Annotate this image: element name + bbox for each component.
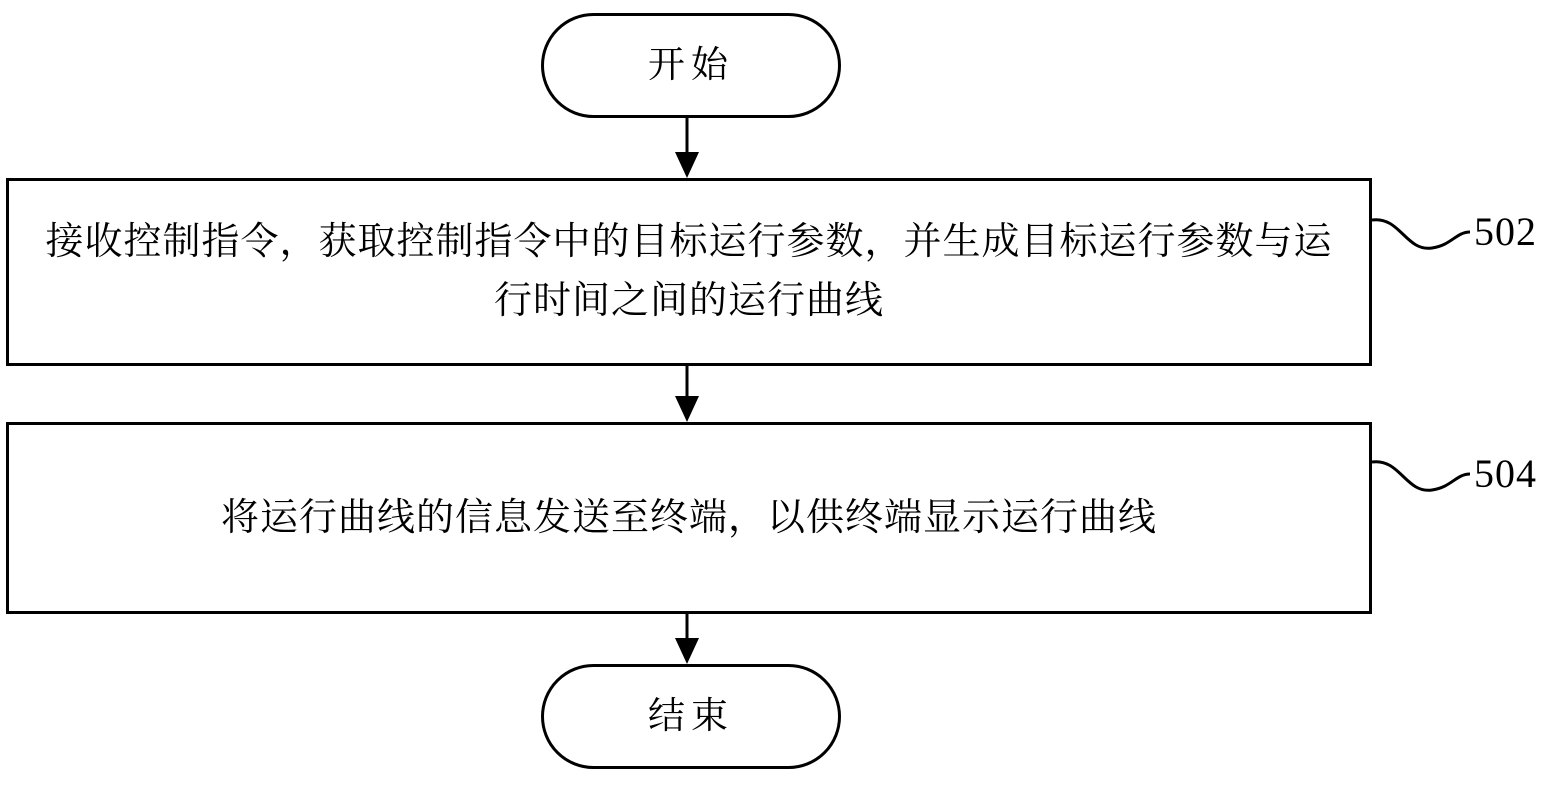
arrowhead-502-to-504	[675, 396, 699, 422]
node-start	[541, 13, 841, 118]
step-tag-502: 502	[1474, 209, 1537, 254]
node-step-504	[6, 422, 1372, 614]
node-step-502-label: 接收控制指令，获取控制指令中的目标运行参数，并生成目标运行参数与运行时间之间的运行曲线	[45, 221, 1333, 322]
node-start-label: 开始	[648, 44, 734, 86]
node-step-502	[6, 178, 1372, 366]
step-tag-504: 504	[1474, 451, 1537, 496]
leader-line-502	[1372, 220, 1470, 249]
leader-line-504	[1372, 462, 1470, 491]
arrowhead-start-to-502	[675, 152, 699, 178]
arrowhead-504-to-end	[675, 638, 699, 664]
node-end-label: 结束	[648, 695, 734, 737]
node-end	[541, 664, 841, 769]
node-step-504-label: 将运行曲线的信息发送至终端，以供终端显示运行曲线	[220, 496, 1157, 539]
